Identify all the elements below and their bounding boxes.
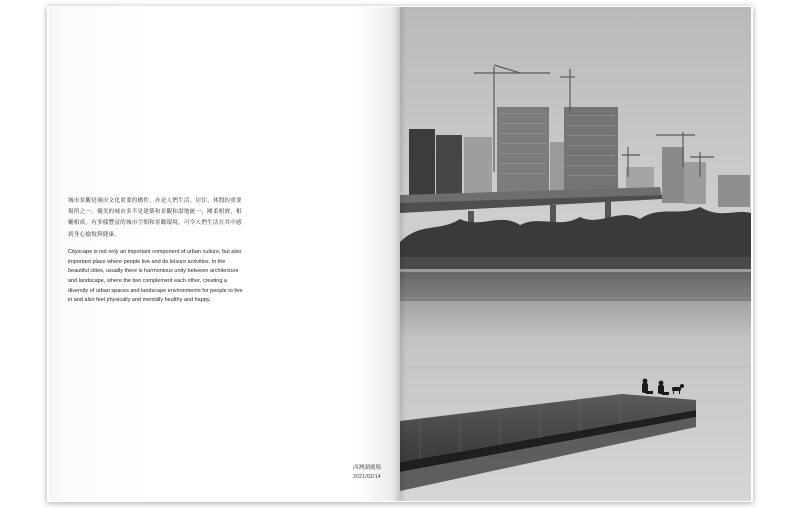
- paragraph-english: Cityscape is not only an important component of urban culture, but also important place where people live and do leisure activities. In the beautiful cities, usually there is harmonious unity between architecture and landscape, where the two complement each other, creating a diversity of urban spaces and landscape environments for people to live in and also feel physically and mentally healthy and happy.: [68, 248, 243, 304]
- body-text-block: [68, 196, 246, 306]
- photo-caption: [353, 463, 381, 482]
- cityscape-photo: [400, 7, 751, 501]
- paragraph-chinese: 城市景觀是城市文化重要的構件，亦是人們生活、居住、休閒的重要場所之一。優美的城市多半是建築和景觀和諧地統一，剛柔相濟，相輔相成，有多樣豐富的城市空間和景觀環境，可令人們生活在其中感到身心愉悅與健康。: [68, 198, 242, 238]
- right-page: [400, 7, 751, 501]
- caption-date: 2021/02/14: [352, 474, 381, 480]
- caption-place: 西灣湖廣場: [353, 465, 381, 471]
